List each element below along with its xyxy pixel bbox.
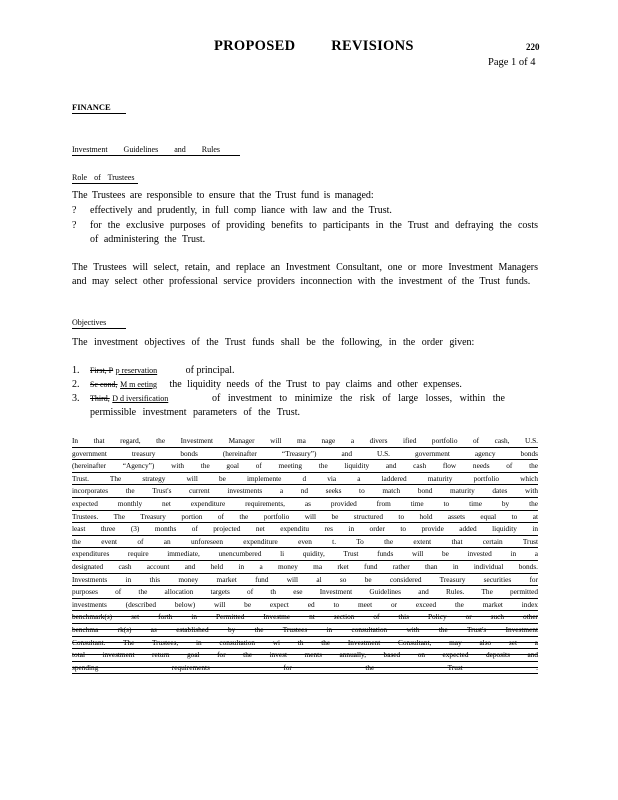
- regard-line: In that regard, the Investment Manager will ma nage a divers ified portfolio of cash, U.S.: [72, 435, 538, 448]
- objectives-heading: Objectives: [72, 318, 126, 329]
- role-heading: Role of Trustees: [72, 173, 138, 184]
- page-number: Page 1 of 4: [488, 57, 536, 68]
- regard-line: Investments in this money market fund will al so be considered Treasury securities for: [72, 574, 538, 587]
- objective-item: [72, 364, 235, 378]
- regard-line: spending requirements for the Trust .: [72, 662, 538, 675]
- role-intro: The Trustees are responsible to ensure that the Trust fund is managed:: [72, 190, 374, 201]
- struck-text: Se cond,: [90, 380, 118, 389]
- regard-line: the event of an unforeseen expenditure even t. To the extent that certain Trust: [72, 536, 538, 549]
- objective-number: 1.: [72, 365, 80, 376]
- page-title: PROPOSED REVISIONS: [214, 38, 414, 54]
- section-heading: FINANCE: [72, 102, 126, 114]
- bullet-marker: ?: [72, 220, 77, 231]
- objectives-intro: The investment objectives of the Trust funds shall be the following, in the order given:: [72, 337, 475, 348]
- regard-line: benchmark(s) set forth in Permitted Investme nt section of this Policy or such other: [72, 611, 538, 624]
- regard-line: least three (3) months of projected net expenditu res in order to provide added liquidity in: [72, 523, 538, 536]
- revised-text: p reservation: [115, 366, 158, 375]
- role-bullet: effectively and prudently, in full comp liance with law and the Trust.: [90, 205, 392, 216]
- regard-line: designated cash account and held in a money ma rket fund rather than in individual bonds.: [72, 561, 538, 574]
- regard-paragraph: [72, 435, 538, 674]
- regard-line: Trust. The strategy will be implemente d via a laddered maturity portfolio which: [72, 473, 538, 486]
- objective-text: of investment to minimize the risk of large losses, within the permissible investment parameters of the Trust.: [90, 393, 505, 418]
- regard-line: (hereinafter “Agency”) with the goal of meeting the liquidity and cash flow needs of the: [72, 460, 538, 473]
- struck-text: Third,: [90, 394, 110, 403]
- role-bullet: for the exclusive purposes of providing benefits to participants in the Trust and defraying the costs of administering the Trust.: [90, 220, 538, 245]
- regard-line: investments (described below) will be expect ed to meet or exceed the market index: [72, 599, 538, 612]
- regard-line: expenditures require immediate, unencumbered li quidity, Trust funds will be invested in a: [72, 548, 538, 561]
- subsection-heading: Investment Guidelines and Rules: [72, 145, 240, 156]
- regard-line: total investment return goal for the invest ments annually, based on expected deposits and: [72, 649, 538, 662]
- revised-text: M m eeting: [120, 380, 157, 389]
- objective-number: 2.: [72, 379, 80, 390]
- regard-line: Trustees. The Treasury portion of the portfolio will be structured to hold assets equal to at: [72, 511, 538, 524]
- struck-text: First, P: [90, 366, 114, 375]
- objective-number: 3.: [72, 393, 80, 404]
- regard-line: incorporates the Trust's current investments a nd seeks to match bond maturity dates with: [72, 485, 538, 498]
- regard-line: expected monthly net expenditure requirements, as provided from time to time by the: [72, 498, 538, 511]
- regard-line: government treasury bonds (hereinafter “Treasury”) and U.S. government agency bonds: [72, 448, 538, 461]
- objective-item: [72, 378, 538, 392]
- objective-text: of principal.: [185, 365, 235, 376]
- revised-text: D d iversification: [112, 394, 169, 403]
- objective-text: the liquidity needs of the Trust to pay claims and other expenses.: [169, 379, 462, 390]
- bullet-marker: ?: [72, 205, 77, 216]
- regard-line: benchma rk(s) as established by the Trustees in consultation with the Trust's Investment: [72, 624, 538, 637]
- regard-line: Consultant. The Trustees, in consultation wi th the Investment Consultant, may also set a: [72, 637, 538, 650]
- document-number: 220: [526, 42, 540, 52]
- role-paragraph: The Trustees will select, retain, and replace an Investment Consultant, one or more Investment Managers and may select other professional service providers inconnection with the investment of the Trust funds.: [72, 262, 538, 287]
- regard-line: purposes of the allocation targets of th ese Investment Guidelines and Rules. The permitted: [72, 586, 538, 599]
